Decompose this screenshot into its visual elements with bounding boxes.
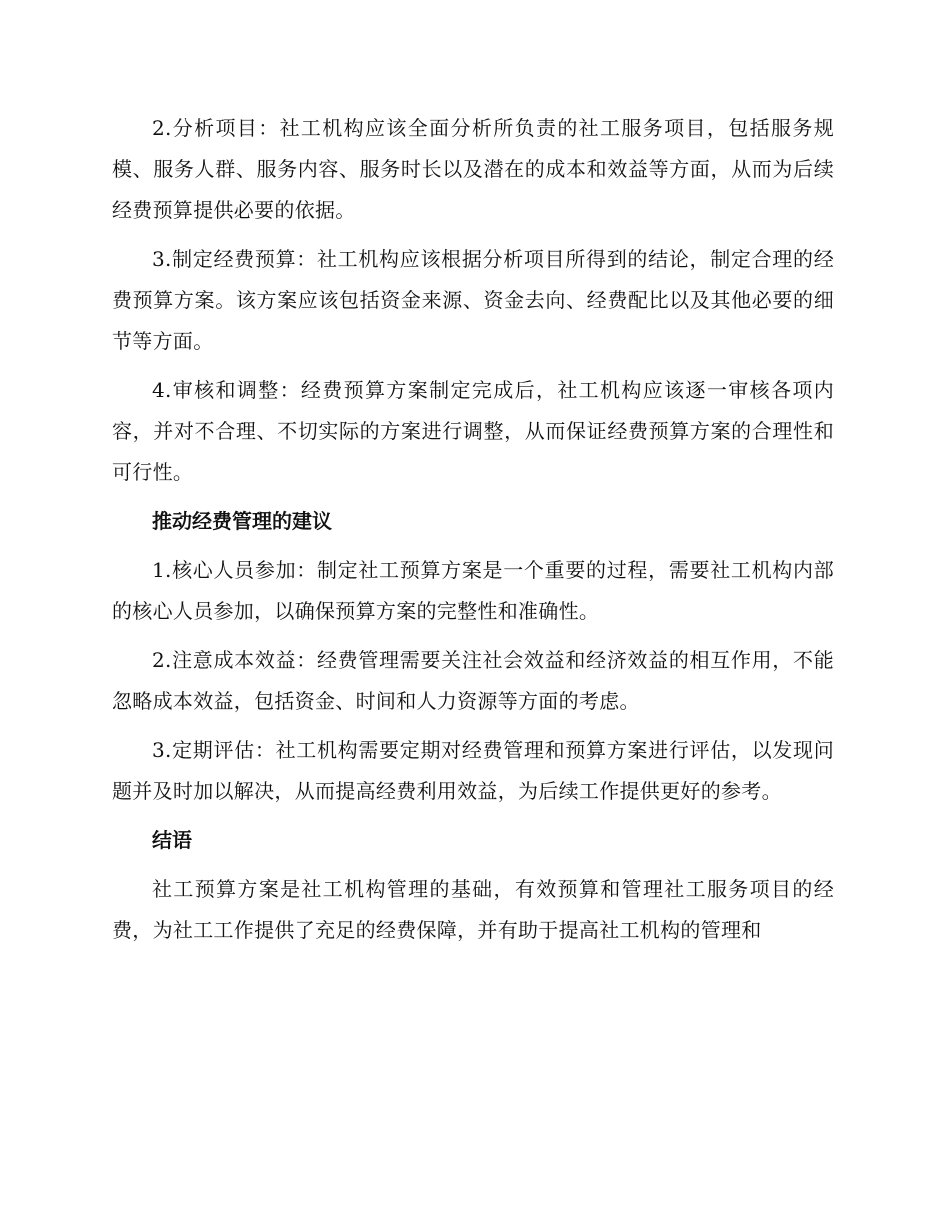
paragraph-make-budget: 3.制定经费预算：社工机构应该根据分析项目所得到的结论，制定合理的经费预算方案。该方案应该包括资金来源、资金去向、经费配比以及其他必要的细节等方面。 — [112, 247, 834, 353]
section-heading-suggestions: 推动经费管理的建议 — [152, 509, 332, 533]
paragraph-core-staff: 1.核心人员参加：制定社工预算方案是一个重要的过程，需要社工机构内部的核心人员参加，以确保预算方案的完整性和准确性。 — [112, 558, 834, 623]
paragraph-periodic-review: 3.定期评估：社工机构需要定期对经费管理和预算方案进行评估，以发现问题并及时加以解决，从而提高经费利用效益，为后续工作提供更好的参考。 — [112, 738, 834, 803]
paragraph-analyze-project: 2.分析项目：社工机构应该全面分析所负责的社工服务项目，包括服务规模、服务人群、服务内容、服务时长以及潜在的成本和效益等方面，从而为后续经费预算提供必要的依据。 — [112, 116, 834, 222]
document-page — [112, 108, 834, 959]
paragraph-conclusion: 社工预算方案是社工机构管理的基础，有效预算和管理社工服务项目的经费，为社工工作提供了充足的经费保障，并有助于提高社工机构的管理和 — [112, 877, 834, 942]
section-heading-conclusion: 结语 — [152, 828, 192, 852]
paragraph-cost-benefit: 2.注意成本效益：经费管理需要关注社会效益和经济效益的相互作用，不能忽略成本效益，包括资金、时间和人力资源等方面的考虑。 — [112, 648, 834, 713]
paragraph-review-adjust: 4.审核和调整：经费预算方案制定完成后，社工机构应该逐一审核各项内容，并对不合理、不切实际的方案进行调整，从而保证经费预算方案的合理性和可行性。 — [112, 378, 834, 484]
